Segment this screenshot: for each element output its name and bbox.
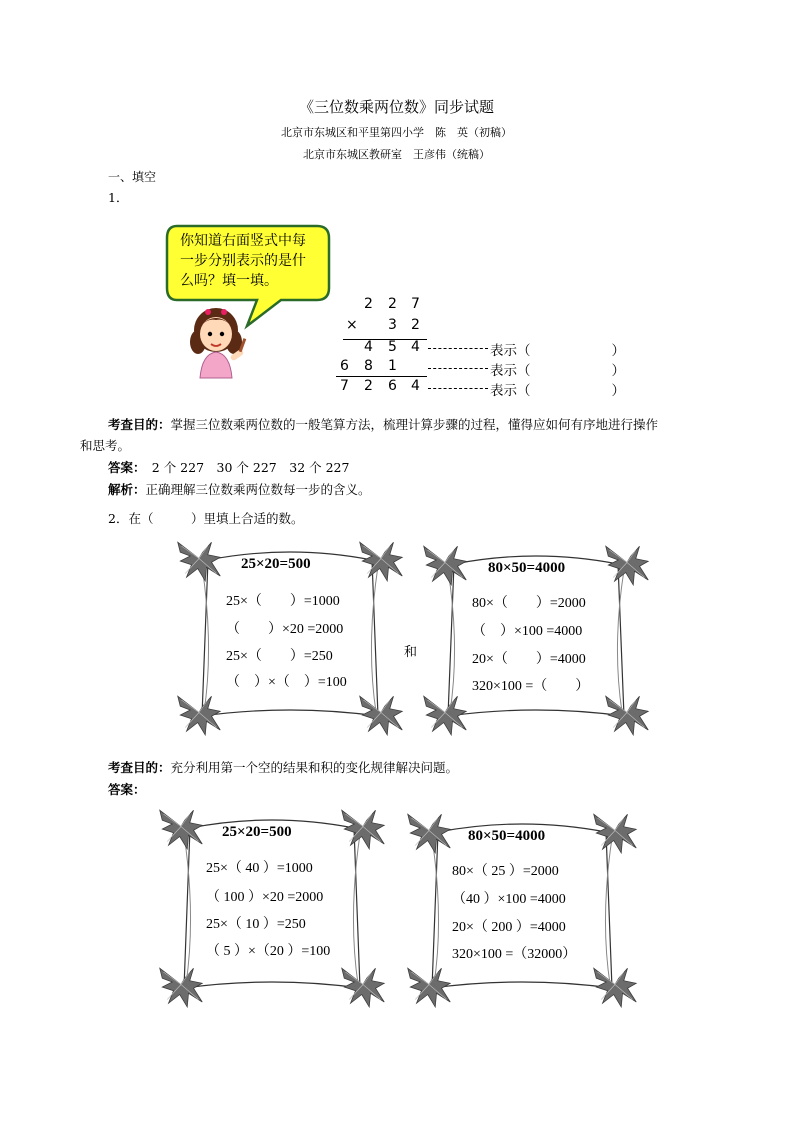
section-heading: 一、填空	[108, 170, 157, 184]
answer-label-2	[108, 780, 146, 798]
digit: 1	[388, 358, 397, 374]
digit: 6	[388, 378, 397, 394]
purpose-text: 充分利用第一个空的结果和积的变化规律解决问题。	[170, 760, 459, 775]
answer-line	[108, 458, 349, 476]
digit: 2	[364, 296, 373, 312]
digit: 7	[340, 378, 349, 394]
equation: 20×（ ）=4000	[472, 652, 586, 667]
purpose-text-cont: 和思考。	[80, 438, 131, 453]
digit: 5	[388, 339, 397, 355]
equation: （ ）×100 =4000	[472, 624, 583, 639]
equation: 80×（ ）=2000	[472, 596, 586, 611]
row-label: 表示（ ）	[490, 383, 625, 399]
analysis-line	[108, 480, 371, 498]
frame-title: 80×50=4000	[488, 560, 566, 576]
frame-title: 25×20=500	[241, 556, 311, 572]
girl-illustration	[184, 302, 258, 380]
purpose-line	[108, 415, 658, 433]
answer-label: 答案：	[108, 460, 140, 475]
bubble-line-3: 么吗？填一填。	[180, 273, 278, 289]
divider-line	[336, 376, 427, 377]
purpose-label: 考查目的：	[108, 417, 171, 432]
digit: 3	[388, 317, 397, 333]
purpose-text: 掌握三位数乘两位数的一般笔算方法，梳理计算步骤的过程，懂得应如何有序地进行操作	[170, 417, 659, 432]
digit: 6	[340, 358, 349, 374]
page-title: 《三位数乘两位数》同步试题	[298, 98, 494, 116]
equation: 20×（ 200 ）=4000	[452, 920, 566, 935]
connector-text: 和	[404, 645, 418, 660]
digit: 4	[411, 339, 420, 355]
reviewer-line: 北京市东城区教研室 王彦伟（统稿）	[303, 148, 490, 161]
question-1-number: 1．	[108, 190, 129, 205]
digit: 2	[388, 296, 397, 312]
equation: 25×（ 40 ）=1000	[206, 861, 313, 876]
multiply-sign: ×	[346, 317, 358, 333]
bubble-line-2: 一步分别表示的是什	[180, 253, 306, 269]
digit: 2	[364, 378, 373, 394]
answer-label: 答案：	[108, 782, 146, 797]
equation: 25×（ 10 ）=250	[206, 917, 306, 932]
answer-text: 2 个 227 30 个 227 32 个 227	[139, 460, 350, 475]
purpose-line-2	[108, 758, 458, 776]
digit: 4	[364, 339, 373, 355]
equation: （40 ）×100 =4000	[452, 892, 566, 907]
bubble-line-1: 你知道右面竖式中每	[180, 233, 306, 249]
frame-title: 80×50=4000	[468, 828, 546, 844]
frame-title: 25×20=500	[222, 824, 292, 840]
row-label: 表示（ ）	[490, 343, 625, 359]
digit: 2	[411, 317, 420, 333]
analysis-label: 解析：	[108, 482, 146, 497]
question-2-prompt: 2．在（ ）里填上合适的数。	[108, 511, 304, 526]
digit: 8	[364, 358, 373, 374]
equation: 25×（ ）=250	[226, 649, 333, 664]
equation: （ ）×（ ）=100	[226, 675, 347, 690]
purpose-label: 考查目的：	[108, 760, 171, 775]
equation: （ 100 ）×20 =2000	[206, 890, 324, 905]
equation: 320×100 =（ ）	[472, 679, 590, 694]
row-label: 表示（ ）	[490, 363, 625, 379]
equation: （ 5 ）×（20 ）=100	[206, 944, 331, 959]
digit: 7	[411, 296, 420, 312]
equation: 320×100 =（32000）	[452, 947, 577, 962]
dashed-leader	[428, 388, 488, 389]
equation: （ ）×20 =2000	[226, 622, 344, 637]
dashed-leader	[428, 368, 488, 369]
analysis-text: 正确理解三位数乘两位数每一步的含义。	[145, 482, 371, 497]
digit: 4	[411, 378, 420, 394]
dashed-leader	[428, 348, 488, 349]
equation: 25×（ ）=1000	[226, 594, 340, 609]
author-line: 北京市东城区和平里第四小学 陈 英（初稿）	[281, 126, 512, 139]
equation: 80×（ 25 ）=2000	[452, 864, 559, 879]
